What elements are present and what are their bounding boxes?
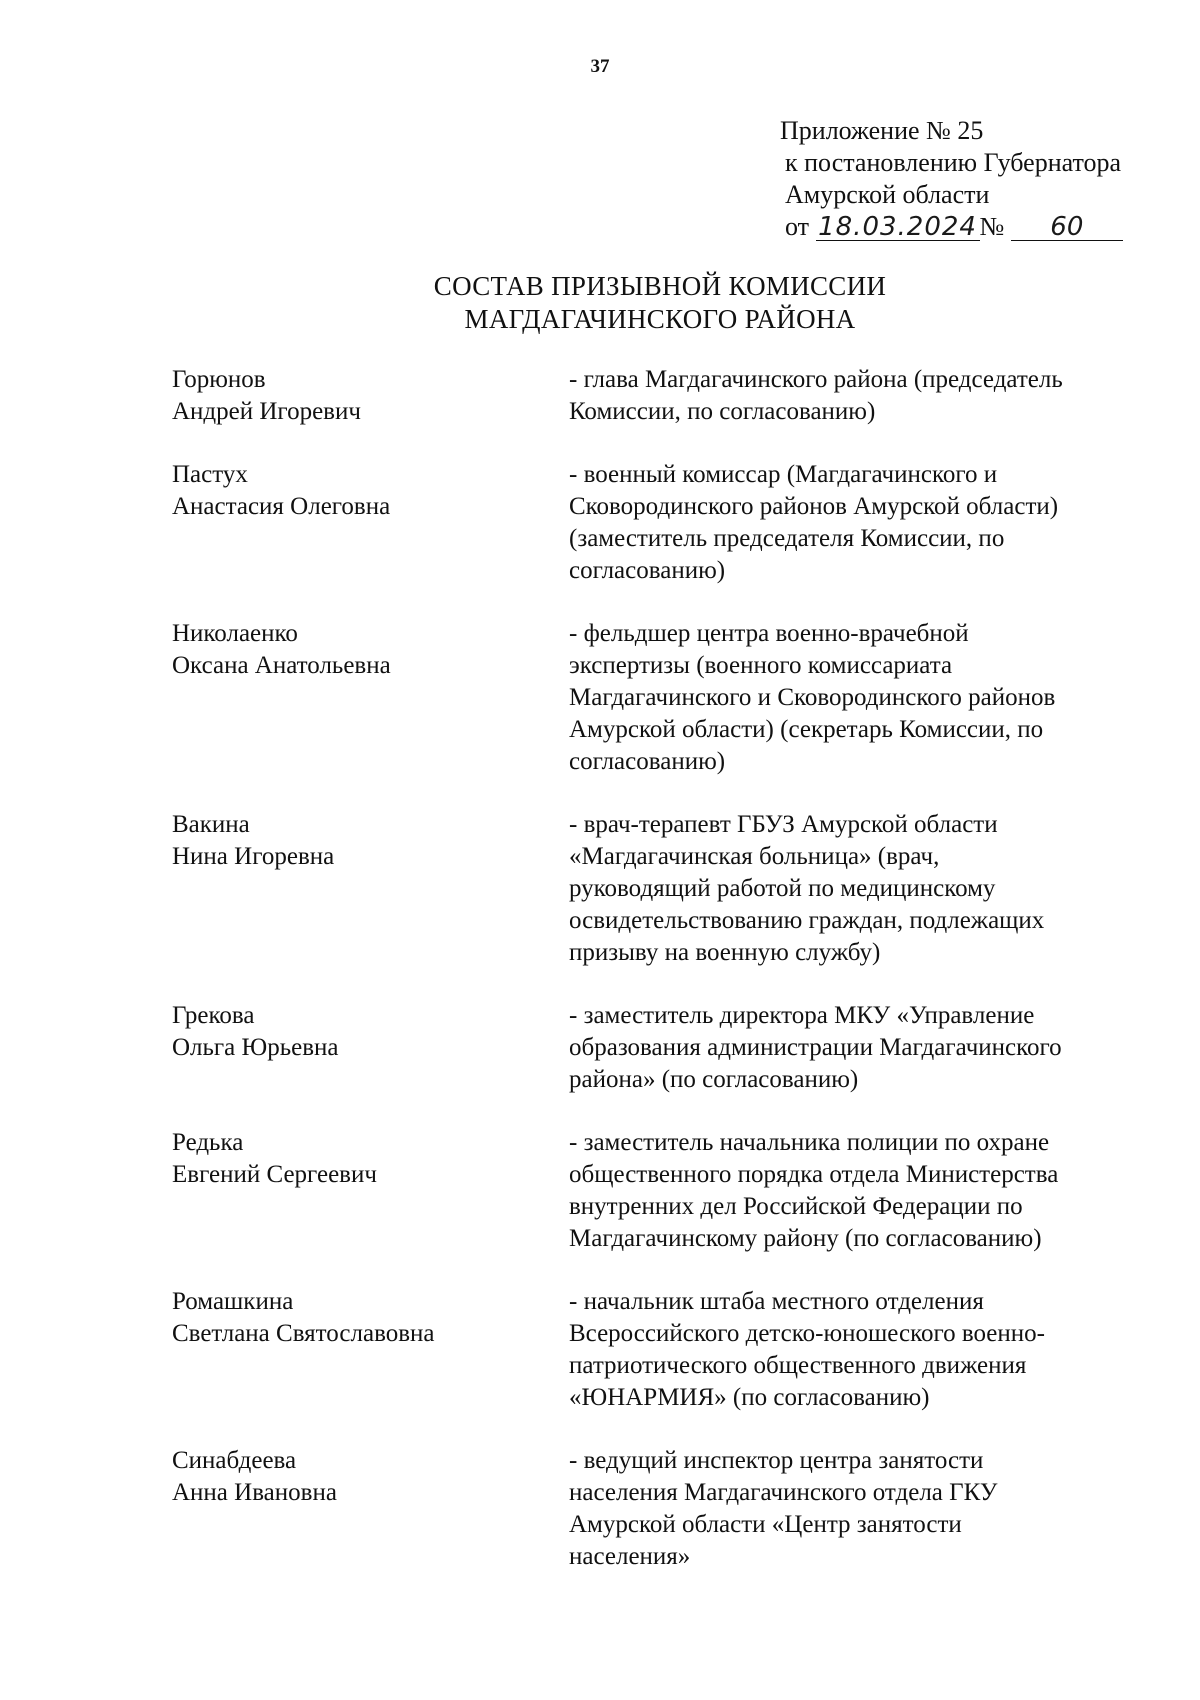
member-given-name: Евгений Сергеевич (172, 1161, 377, 1188)
member-given-name: Светлана Святославовна (172, 1320, 435, 1347)
member-surname: Ромашкина (172, 1288, 294, 1315)
document-title (0, 270, 1200, 336)
member-entry (172, 1000, 1132, 1096)
member-given-name: Нина Игоревна (172, 843, 335, 870)
number-prefix: № (979, 212, 1005, 241)
date-prefix: от (785, 212, 810, 241)
member-entry (172, 618, 1132, 778)
member-entry (172, 809, 1132, 969)
member-role: - заместитель начальника полиции по охране общественного порядка отдела Министерства внутренних дел Российской Федерации по Магдагачинскому району (по согласованию) (569, 1129, 1059, 1252)
member-surname: Синабдеева (172, 1447, 297, 1474)
member-role: - заместитель директора МКУ «Управление образования администрации Магдагачинского района» (по согласованию) (569, 1002, 1062, 1093)
member-entry (172, 459, 1132, 587)
member-name (172, 1000, 569, 1096)
members-list (172, 364, 1132, 1604)
member-role: - начальник штаба местного отделения Всероссийского детско-юношеского военно- патриотического общественного движения «ЮНАРМИЯ» (по согласованию) (569, 1288, 1045, 1411)
member-surname: Вакина (172, 811, 250, 838)
title-line-2: МАГДАГАЧИНСКОГО РАЙОНА (464, 304, 856, 334)
title-line-1: СОСТАВ ПРИЗЫВНОЙ КОМИССИИ (433, 271, 887, 301)
member-role: - врач-терапевт ГБУЗ Амурской области «Магдагачинская больница» (врач, руководящий работой по медицинскому освидетельствованию граждан, подлежащих призыву на военную службу) (569, 811, 1045, 966)
member-given-name: Андрей Игоревич (172, 398, 361, 425)
member-name (172, 364, 569, 428)
appendix-date-line (780, 211, 1123, 243)
member-surname: Николаенко (172, 620, 298, 647)
member-name (172, 1445, 569, 1573)
member-surname: Горюнов (172, 366, 266, 393)
page-number: 37 (590, 56, 610, 77)
member-entry (172, 1127, 1132, 1255)
member-entry (172, 1445, 1132, 1573)
member-given-name: Анастасия Олеговна (172, 493, 391, 520)
member-given-name: Оксана Анатольевна (172, 652, 391, 679)
member-role: - ведущий инспектор центра занятости населения Магдагачинского отдела ГКУ Амурской области «Центр занятости населения» (569, 1447, 998, 1570)
appendix-reference: к постановлению Губернатора (785, 148, 1122, 177)
member-entry (172, 1286, 1132, 1414)
member-name (172, 1127, 569, 1255)
member-role: - глава Магдагачинского района (председатель Комиссии, по согласованию) (569, 366, 1063, 425)
handwritten-number: 60 (1011, 214, 1123, 241)
member-name (172, 1286, 569, 1414)
member-given-name: Анна Ивановна (172, 1479, 337, 1506)
member-surname: Пастух (172, 461, 248, 488)
appendix-title: Приложение № 25 (780, 116, 984, 145)
member-name (172, 809, 569, 969)
member-role: - фельдшер центра военно-врачебной экспертизы (военного комиссариата Магдагачинского и Сковородинского районов Амурской области) (секретарь Комиссии, по согласованию) (569, 620, 1056, 775)
member-surname: Грекова (172, 1002, 255, 1029)
member-role: - военный комиссар (Магдагачинского и Сковородинского районов Амурской области) (заместитель председателя Комиссии, по согласованию) (569, 461, 1059, 584)
appendix-header (780, 115, 1123, 243)
member-entry (172, 364, 1132, 428)
member-name (172, 459, 569, 587)
member-surname: Редька (172, 1129, 244, 1156)
member-given-name: Ольга Юрьевна (172, 1034, 339, 1061)
appendix-region: Амурской области (785, 180, 990, 209)
member-name (172, 618, 569, 778)
handwritten-date: 18.03.2024 (816, 214, 980, 241)
